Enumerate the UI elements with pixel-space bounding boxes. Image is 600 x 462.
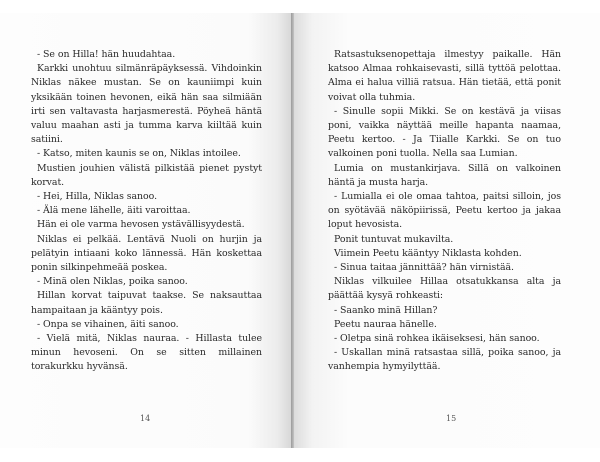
paragraph: Niklas vilkuilee Hillaa otsatukkansa alta ja päättää kysyä rohkeasti: (328, 276, 561, 302)
paragraph: Hillan korvat taipuvat taakse. Se naksauttaa hampaitaan ja kääntyy pois. (31, 290, 262, 316)
paragraph: - Se on Hilla! hän huudahtaa. (37, 49, 176, 60)
right-page-text (328, 48, 561, 375)
paragraph: - Sinulle sopii Mikki. Se on kestävä ja viisas poni, vaikka näyttää meille hapanta naamaa, Peetu kertoo. - Ja Tiialle Karkki. Se on tuo valkoinen poni tuolla. Nella saa Lumian. (328, 105, 561, 160)
paragraph: Niklas ei pelkää. Lentävä Nuoli on hurjin ja pelätyin intiaani koko lännessä. Hän koskettaa ponin silkinpehmeää poskea. (31, 233, 262, 274)
page-number-left: 14 (140, 414, 151, 423)
book-gutter (291, 13, 294, 448)
paragraph: Peetu nauraa hänelle. (334, 318, 437, 330)
paragraph: - Oletpa sinä rohkea ikäiseksesi, hän sanoo. (334, 333, 540, 345)
paragraph: - Saanko minä Hillan? (334, 304, 438, 316)
paragraph: Viimein Peetu kääntyy Niklasta kohden. (334, 247, 522, 259)
left-page-text (31, 48, 262, 375)
paragraph: - Sinua taitaa jännittää? hän virnistää. (334, 262, 514, 274)
paragraph: Lumia on mustankirjava. Sillä on valkoinen häntä ja musta harja. (328, 162, 561, 188)
paragraph: - Älä mene lähelle, äiti varoittaa. (37, 205, 191, 217)
paragraph: - Vielä mitä, Niklas nauraa. - Hillasta tulee minun hevoseni. On se sitten millainen torakurkku hyvänsä. (31, 333, 262, 373)
paragraph: - Uskallan minä ratsastaa sillä, poika sanoo, ja vanhempia hymyilyttää. (328, 347, 561, 373)
paragraph: Ponit tuntuvat mukavilta. (334, 233, 454, 245)
paragraph: - Onpa se vihainen, äiti sanoo. (37, 318, 179, 330)
paragraph: - Katso, miten kaunis se on, Niklas intoilee. (37, 148, 241, 160)
paragraph: - Lumialla ei ole omaa tahtoa, paitsi silloin, jos on syötävää näköpiirissä, Peetu kertoo ja jakaa loput hevosista. (328, 191, 561, 231)
paragraph: Mustien jouhien välistä pilkistää pienet pystyt korvat. (31, 162, 262, 188)
paragraph: Ratsastuksenopettaja ilmestyy paikalle. Hän katsoo Almaa rohkaisevasti, sillä tyttöä pelottaa. Alma ei halua villiä ratsua. Hän tietää, että ponit voivat olla tuhmia. (328, 49, 561, 103)
paragraph: - Hei, Hilla, Niklas sanoo. (37, 191, 158, 203)
page-number-right: 15 (446, 414, 457, 423)
paragraph: - Minä olen Niklas, poika sanoo. (37, 276, 188, 288)
paragraph: Hän ei ole varma hevosen ystävällisyydestä. (37, 219, 245, 231)
paragraph: Karkki unohtuu silmänräpäyksessä. Vihdoinkin Niklas näkee mustan. Se on kauniimpi kuin yksikään toinen hevonen, eikä hän saa silmiään irti sen valtavasta harjasmerestä. Pöyheä häntä valuu maahan asti ja tumma karva kiiltää kuin satiini. (31, 63, 262, 146)
